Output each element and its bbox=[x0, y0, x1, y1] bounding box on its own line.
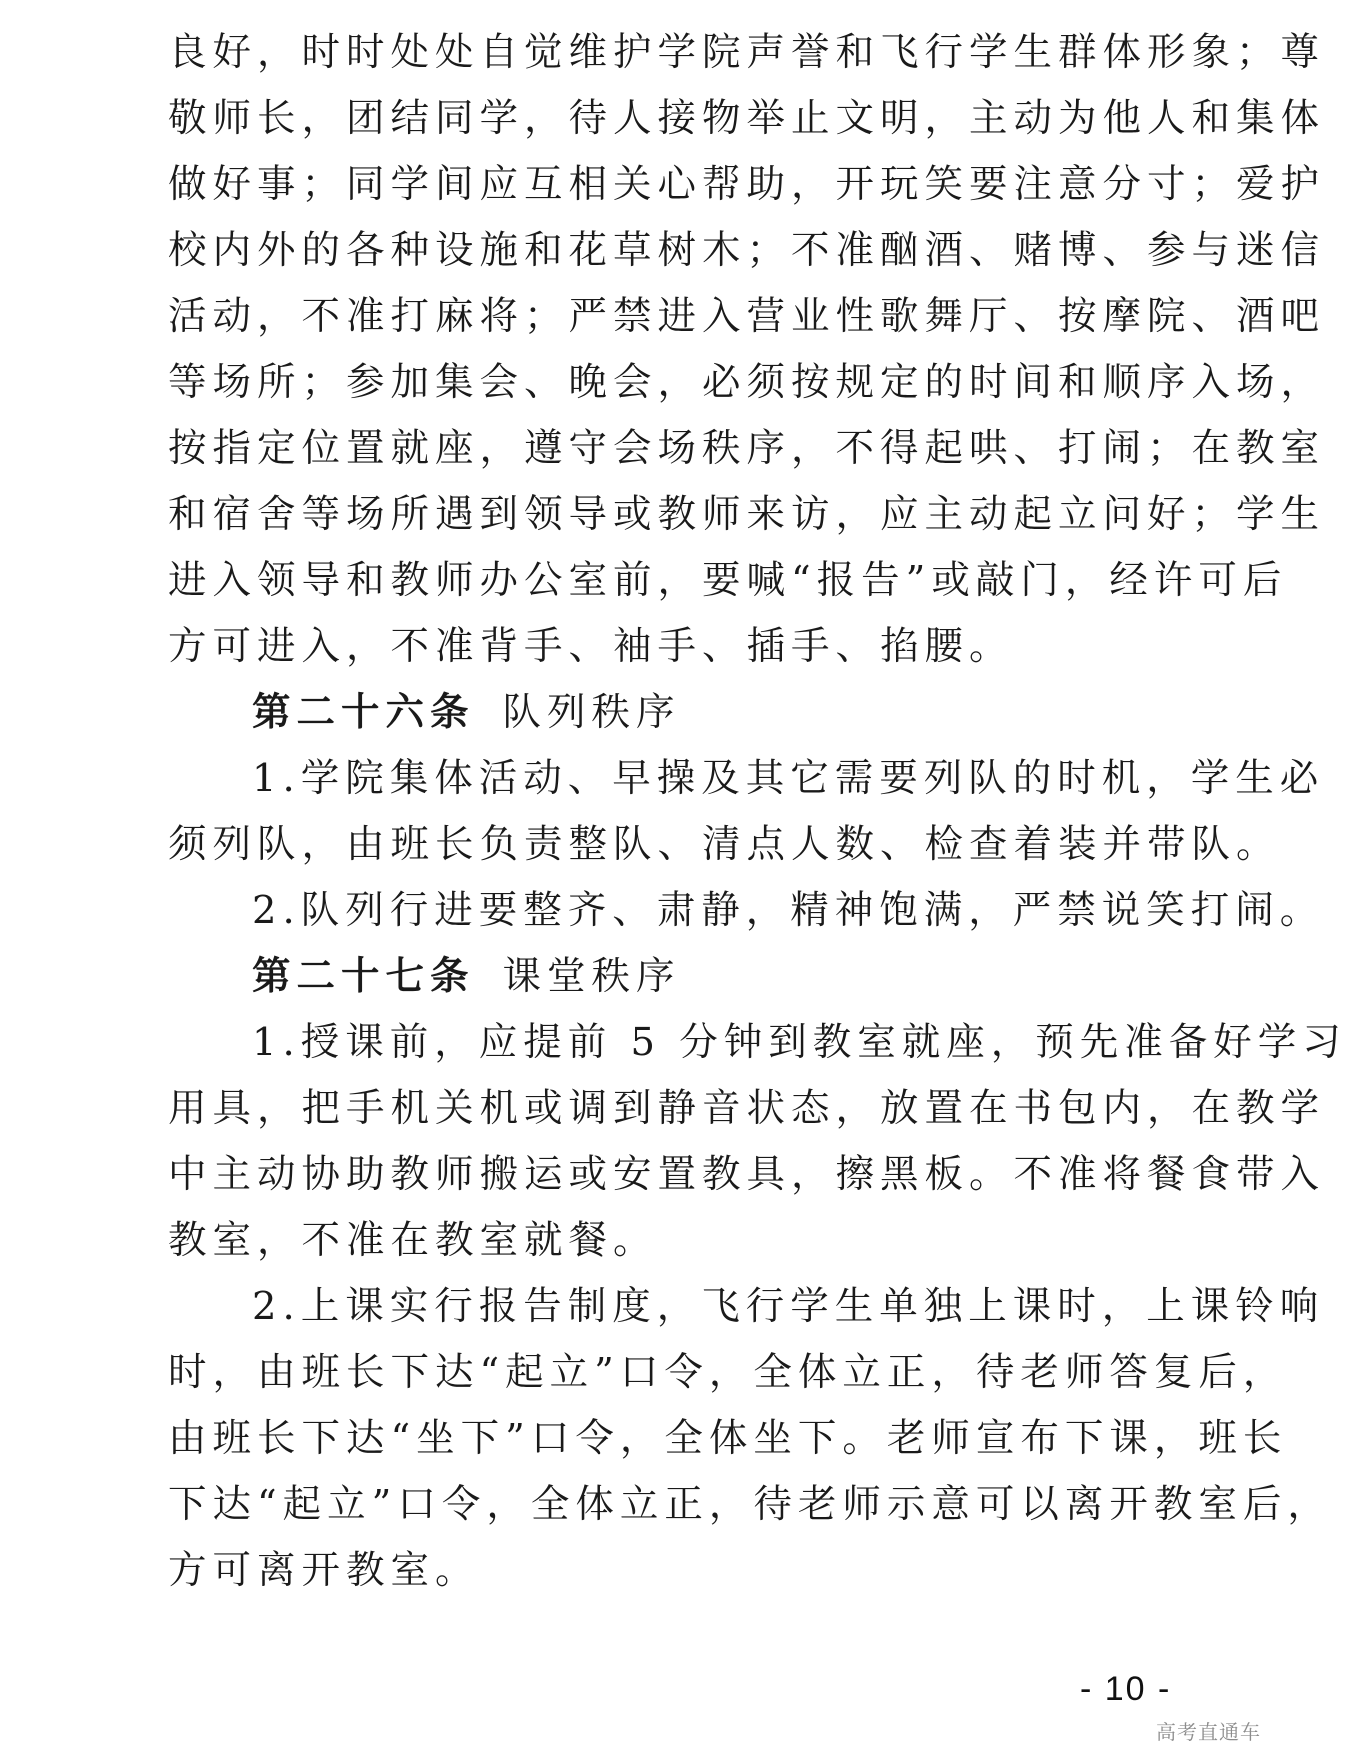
article-27-title: 第二十七条 bbox=[252, 954, 475, 999]
text-line: 做好事；同学间应互相关心帮助，开玩笑要注意分寸；爱护 bbox=[168, 162, 1326, 207]
article-27-p2-line: 2.上课实行报告制度，飞行学生单独上课时，上课铃响 bbox=[252, 1284, 1325, 1329]
text-line: 进入领导和教师办公室前，要喊“报告”或敲门，经许可后 bbox=[168, 558, 1288, 603]
article-26-p1-line: 1.学院集体活动、早操及其它需要列队的时机，学生必 bbox=[252, 756, 1325, 801]
article-26-heading bbox=[168, 680, 1164, 746]
article-26-subtitle: 队列秩序 bbox=[502, 690, 681, 735]
article-27-p2-line: 由班长下达“坐下”口令，全体坐下。老师宣布下课，班长 bbox=[168, 1416, 1288, 1461]
article-26-p2-line: 2.队列行进要整齐、肃静，精神饱满，严禁说笑打闹。 bbox=[252, 888, 1325, 933]
article-27-subtitle: 课堂秩序 bbox=[502, 954, 681, 999]
watermark-text: 高考直通车 bbox=[1156, 1720, 1261, 1744]
text-line: 敬师长，团结同学，待人接物举止文明，主动为他人和集体 bbox=[168, 96, 1326, 141]
article-27-p1-line: 1.授课前，应提前 5 分钟到教室就座，预先准备好学习 bbox=[252, 1020, 1347, 1065]
article-27-p1-line: 中主动协助教师搬运或安置教具，擦黑板。不准将餐食带入 bbox=[168, 1152, 1326, 1197]
article-27-p2-line: 下达“起立”口令，全体立正，待老师示意可以离开教室后， bbox=[168, 1482, 1332, 1527]
text-line: 活动，不准打麻将；严禁进入营业性歌舞厅、按摩院、酒吧 bbox=[168, 294, 1326, 339]
article-26-title: 第二十六条 bbox=[252, 690, 475, 735]
text-line: 和宿舍等场所遇到领导或教师来访，应主动起立问好；学生 bbox=[168, 492, 1326, 537]
text-line: 良好，时时处处自觉维护学院声誉和飞行学生群体形象；尊 bbox=[168, 30, 1326, 75]
document-body bbox=[168, 20, 1347, 1604]
text-line: 按指定位置就座，遵守会场秩序，不得起哄、打闹；在教室 bbox=[168, 426, 1326, 471]
page-number: - 10 - bbox=[1080, 1670, 1172, 1708]
article-27-p2-line: 时，由班长下达“起立”口令，全体立正，待老师答复后， bbox=[168, 1350, 1288, 1395]
article-27-p1-line: 教室，不准在教室就餐。 bbox=[168, 1218, 658, 1263]
article-27-heading bbox=[168, 944, 1164, 1010]
article-27-p1-line: 用具，把手机关机或调到静音状态，放置在书包内，在教学 bbox=[168, 1086, 1326, 1131]
article-27-p2-line: 方可离开教室。 bbox=[168, 1548, 480, 1593]
text-line: 校内外的各种设施和花草树木；不准酗酒、赌博、参与迷信 bbox=[168, 228, 1326, 273]
text-line: 方可进入，不准背手、袖手、插手、掐腰。 bbox=[168, 624, 1014, 669]
article-26-p1-line: 须列队，由班长负责整队、清点人数、检查着装并带队。 bbox=[168, 822, 1281, 867]
text-line: 等场所；参加集会、晚会，必须按规定的时间和顺序入场， bbox=[168, 360, 1326, 405]
